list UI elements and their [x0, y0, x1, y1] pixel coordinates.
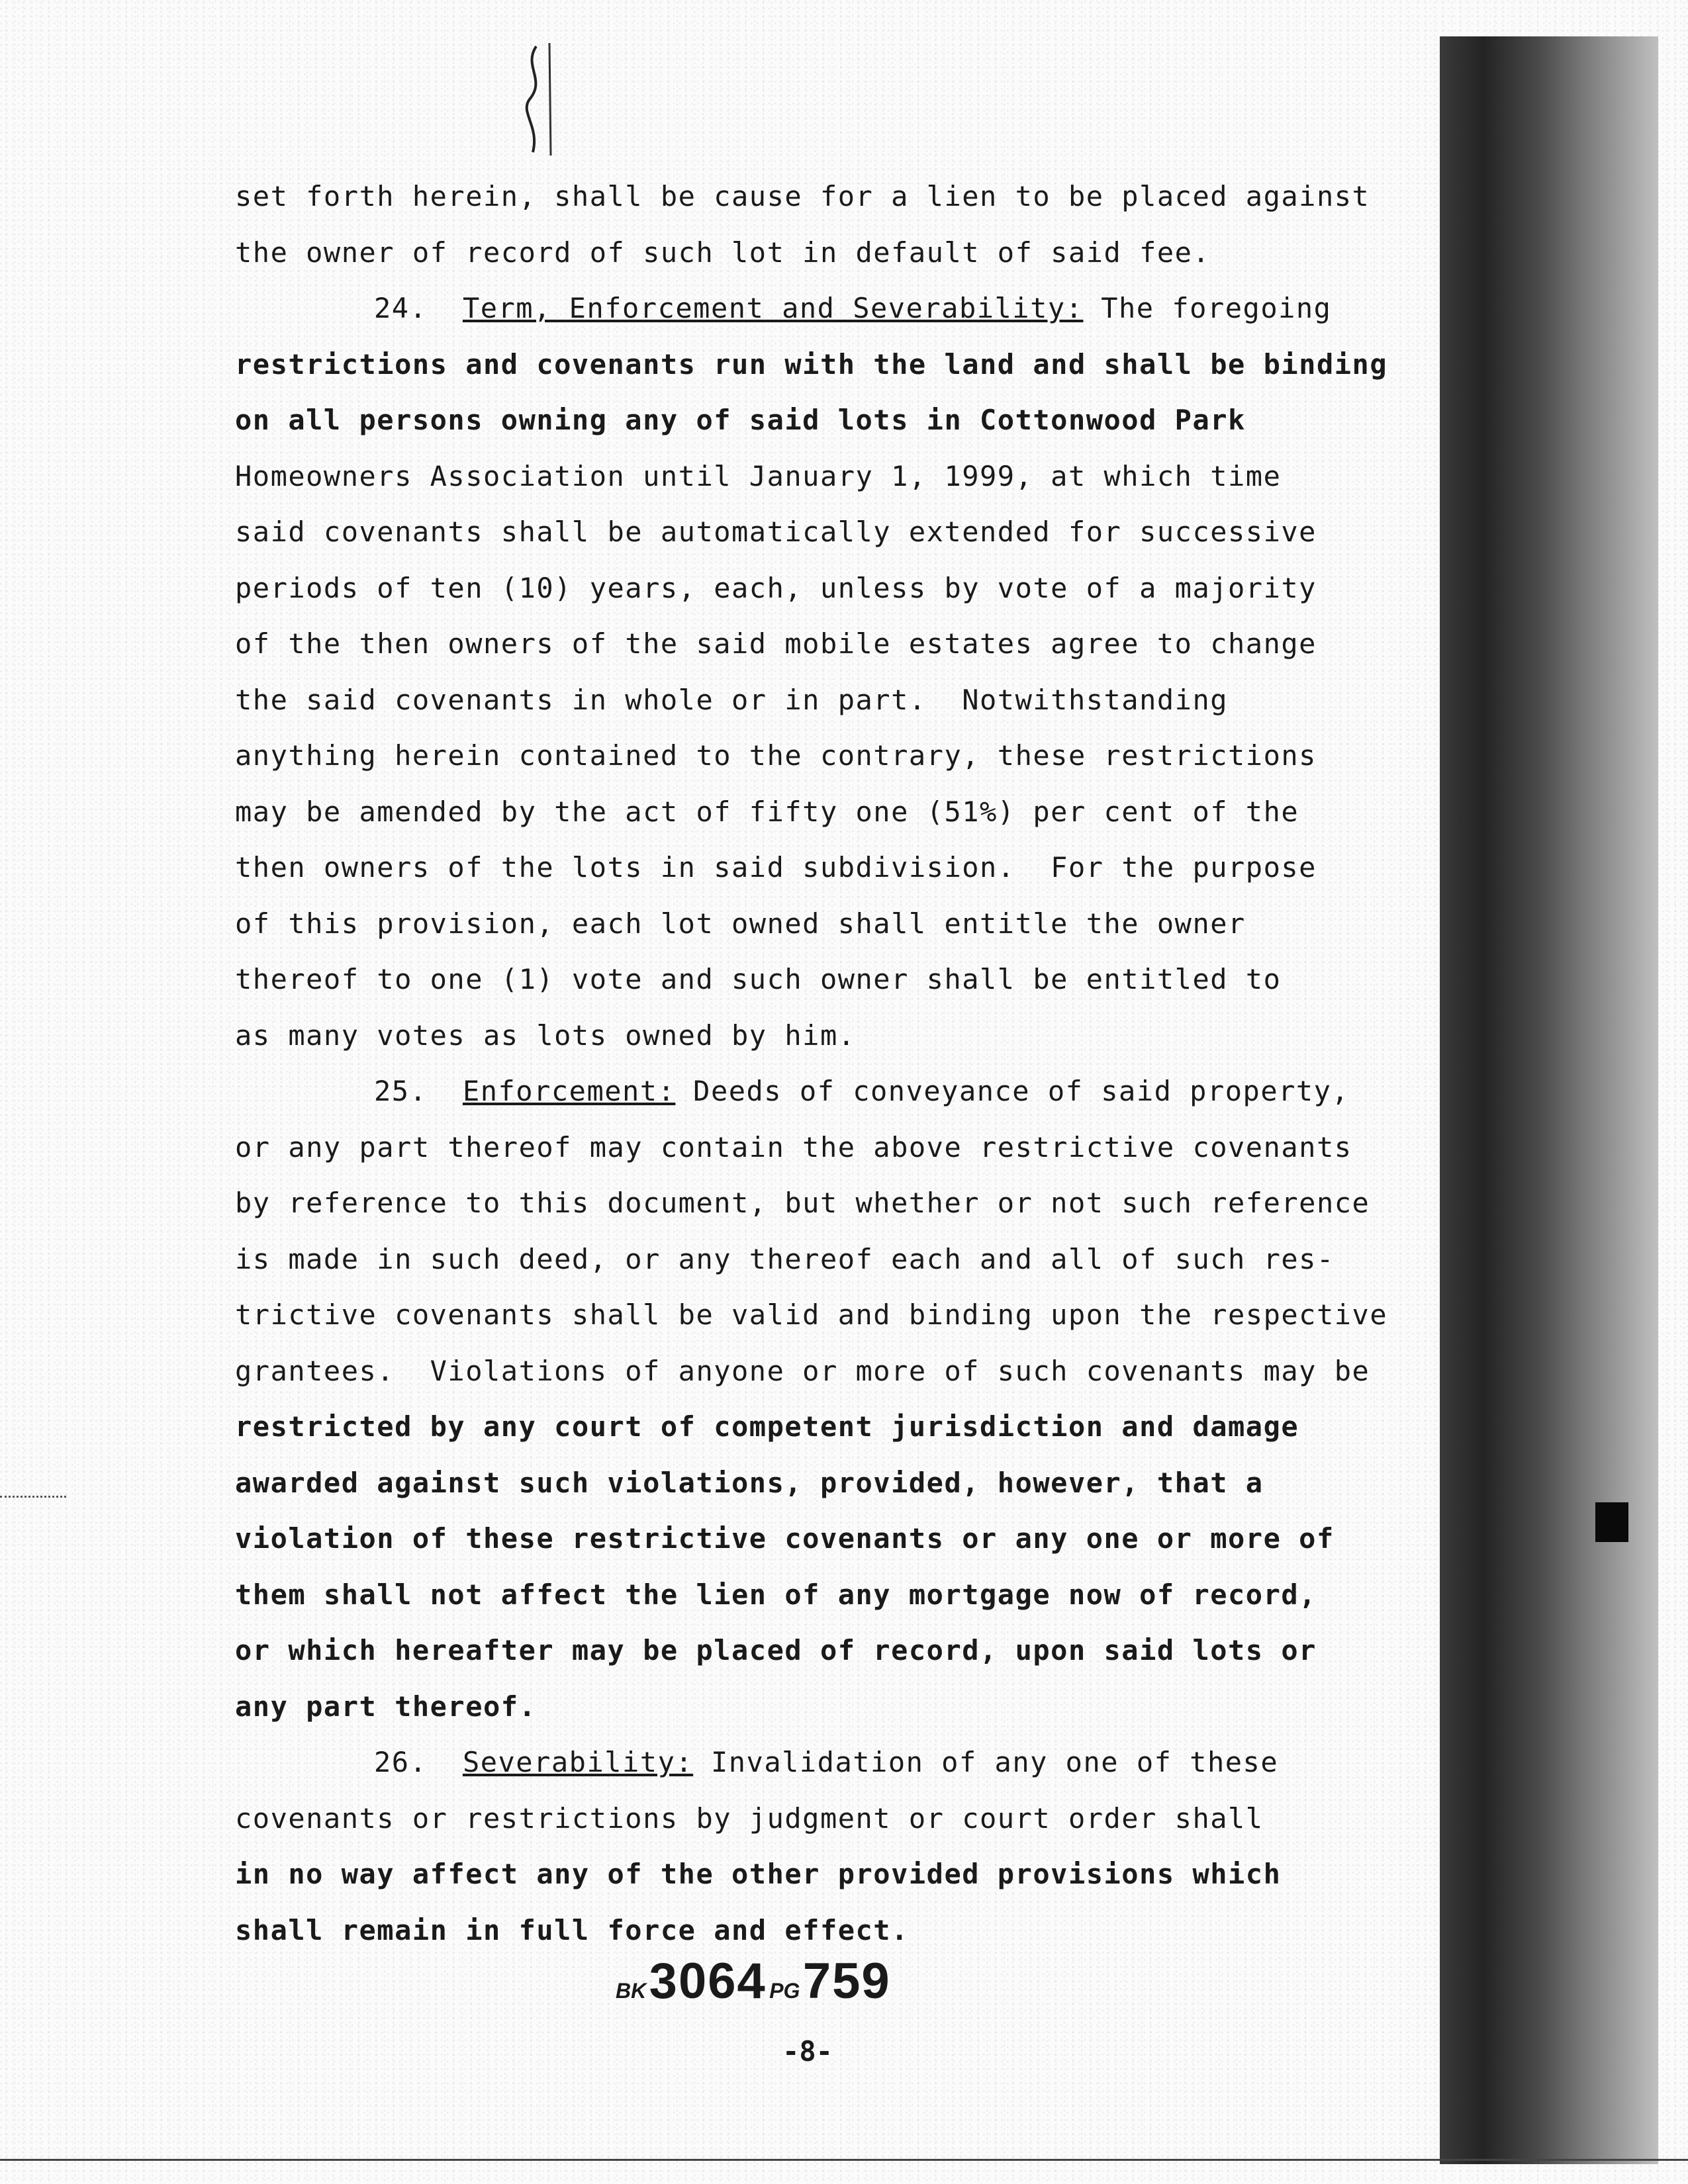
scan-edge-shadow: [1440, 36, 1658, 2164]
page-number: -8-: [782, 2035, 833, 2068]
book-label: BK: [616, 1979, 647, 2003]
document-body: [235, 169, 1400, 1958]
book-number: 3064: [649, 1953, 767, 2009]
text-line: the said covenants in whole or in part. Notwithstanding: [235, 683, 1229, 716]
section-heading: Enforcement:: [462, 1075, 676, 1107]
section-number: 26.: [374, 1746, 428, 1778]
section-24-first-line: [235, 281, 1400, 337]
page-label: PG: [769, 1979, 800, 2003]
section-25-first-line: [235, 1064, 1400, 1120]
text-line: shall remain in full force and effect.: [235, 1913, 909, 1946]
handwritten-scribble: [510, 40, 583, 159]
text-line: restricted by any court of competent jurisdiction and damage: [235, 1410, 1299, 1443]
text-line: or which hereafter may be placed of record, upon said lots or: [235, 1634, 1317, 1666]
text-line: then owners of the lots in said subdivision. For the purpose: [235, 851, 1317, 884]
text-line: anything herein contained to the contrary, these restrictions: [235, 739, 1317, 772]
recorded-page-number: 759: [802, 1953, 891, 2009]
scan-edge-mark: [1595, 1502, 1628, 1542]
text-line: or any part thereof may contain the above restrictive covenants: [235, 1130, 1352, 1163]
section-number: 25.: [374, 1075, 428, 1107]
text-line: awarded against such violations, provided, however, that a: [235, 1466, 1264, 1499]
text-line: in no way affect any of the other provided provisions which: [235, 1858, 1282, 1890]
text-line: restrictions and covenants run with the land and shall be binding: [235, 347, 1388, 381]
book-page-stamp: [616, 1952, 891, 2019]
text-segment: Invalidation of any one of these: [693, 1746, 1279, 1778]
section-number: 24.: [374, 292, 428, 324]
text-line: trictive covenants shall be valid and binding upon the respective: [235, 1298, 1388, 1331]
text-line: of this provision, each lot owned shall entitle the owner: [235, 907, 1246, 940]
text-line: said covenants shall be automatically extended for successive: [235, 516, 1317, 548]
text-line: them shall not affect the lien of any mortgage now of record,: [235, 1578, 1317, 1611]
section-heading: Term, Enforcement and Severability:: [462, 292, 1084, 324]
section-heading: Severability:: [462, 1746, 694, 1778]
scan-margin-mark: [0, 1496, 66, 1531]
text-line: covenants or restrictions by judgment or court order shall: [235, 1801, 1264, 1835]
text-line: the owner of record of such lot in default of said fee.: [235, 236, 1211, 269]
text-line: any part thereof.: [235, 1690, 537, 1723]
text-line: is made in such deed, or any thereof each and all of such res-: [235, 1242, 1335, 1275]
text-line: as many votes as lots owned by him.: [235, 1019, 856, 1052]
text-segment: Deeds of conveyance of said property,: [675, 1075, 1350, 1107]
text-line: grantees. Violations of anyone or more of such covenants may be: [235, 1354, 1370, 1387]
text-line: on all persons owning any of said lots in Cottonwood Park: [235, 404, 1246, 436]
text-line: thereof to one (1) vote and such owner shall be entitled to: [235, 963, 1282, 995]
section-26-first-line: [235, 1735, 1400, 1791]
text-line: set forth herein, shall be cause for a lien to be placed against: [235, 180, 1370, 212]
text-segment: The foregoing: [1083, 292, 1332, 324]
text-line: violation of these restrictive covenants or any one or more of: [235, 1522, 1335, 1555]
text-line: by reference to this document, but whether or not such reference: [235, 1187, 1370, 1219]
text-line: of the then owners of the said mobile estates agree to change: [235, 627, 1317, 660]
text-line: Homeowners Association until January 1, 1999, at which time: [235, 459, 1282, 492]
text-line: periods of ten (10) years, each, unless by vote of a majority: [235, 571, 1317, 604]
scan-bottom-edge: [0, 2159, 1688, 2161]
text-line: may be amended by the act of fifty one (51%) per cent of the: [235, 795, 1299, 828]
